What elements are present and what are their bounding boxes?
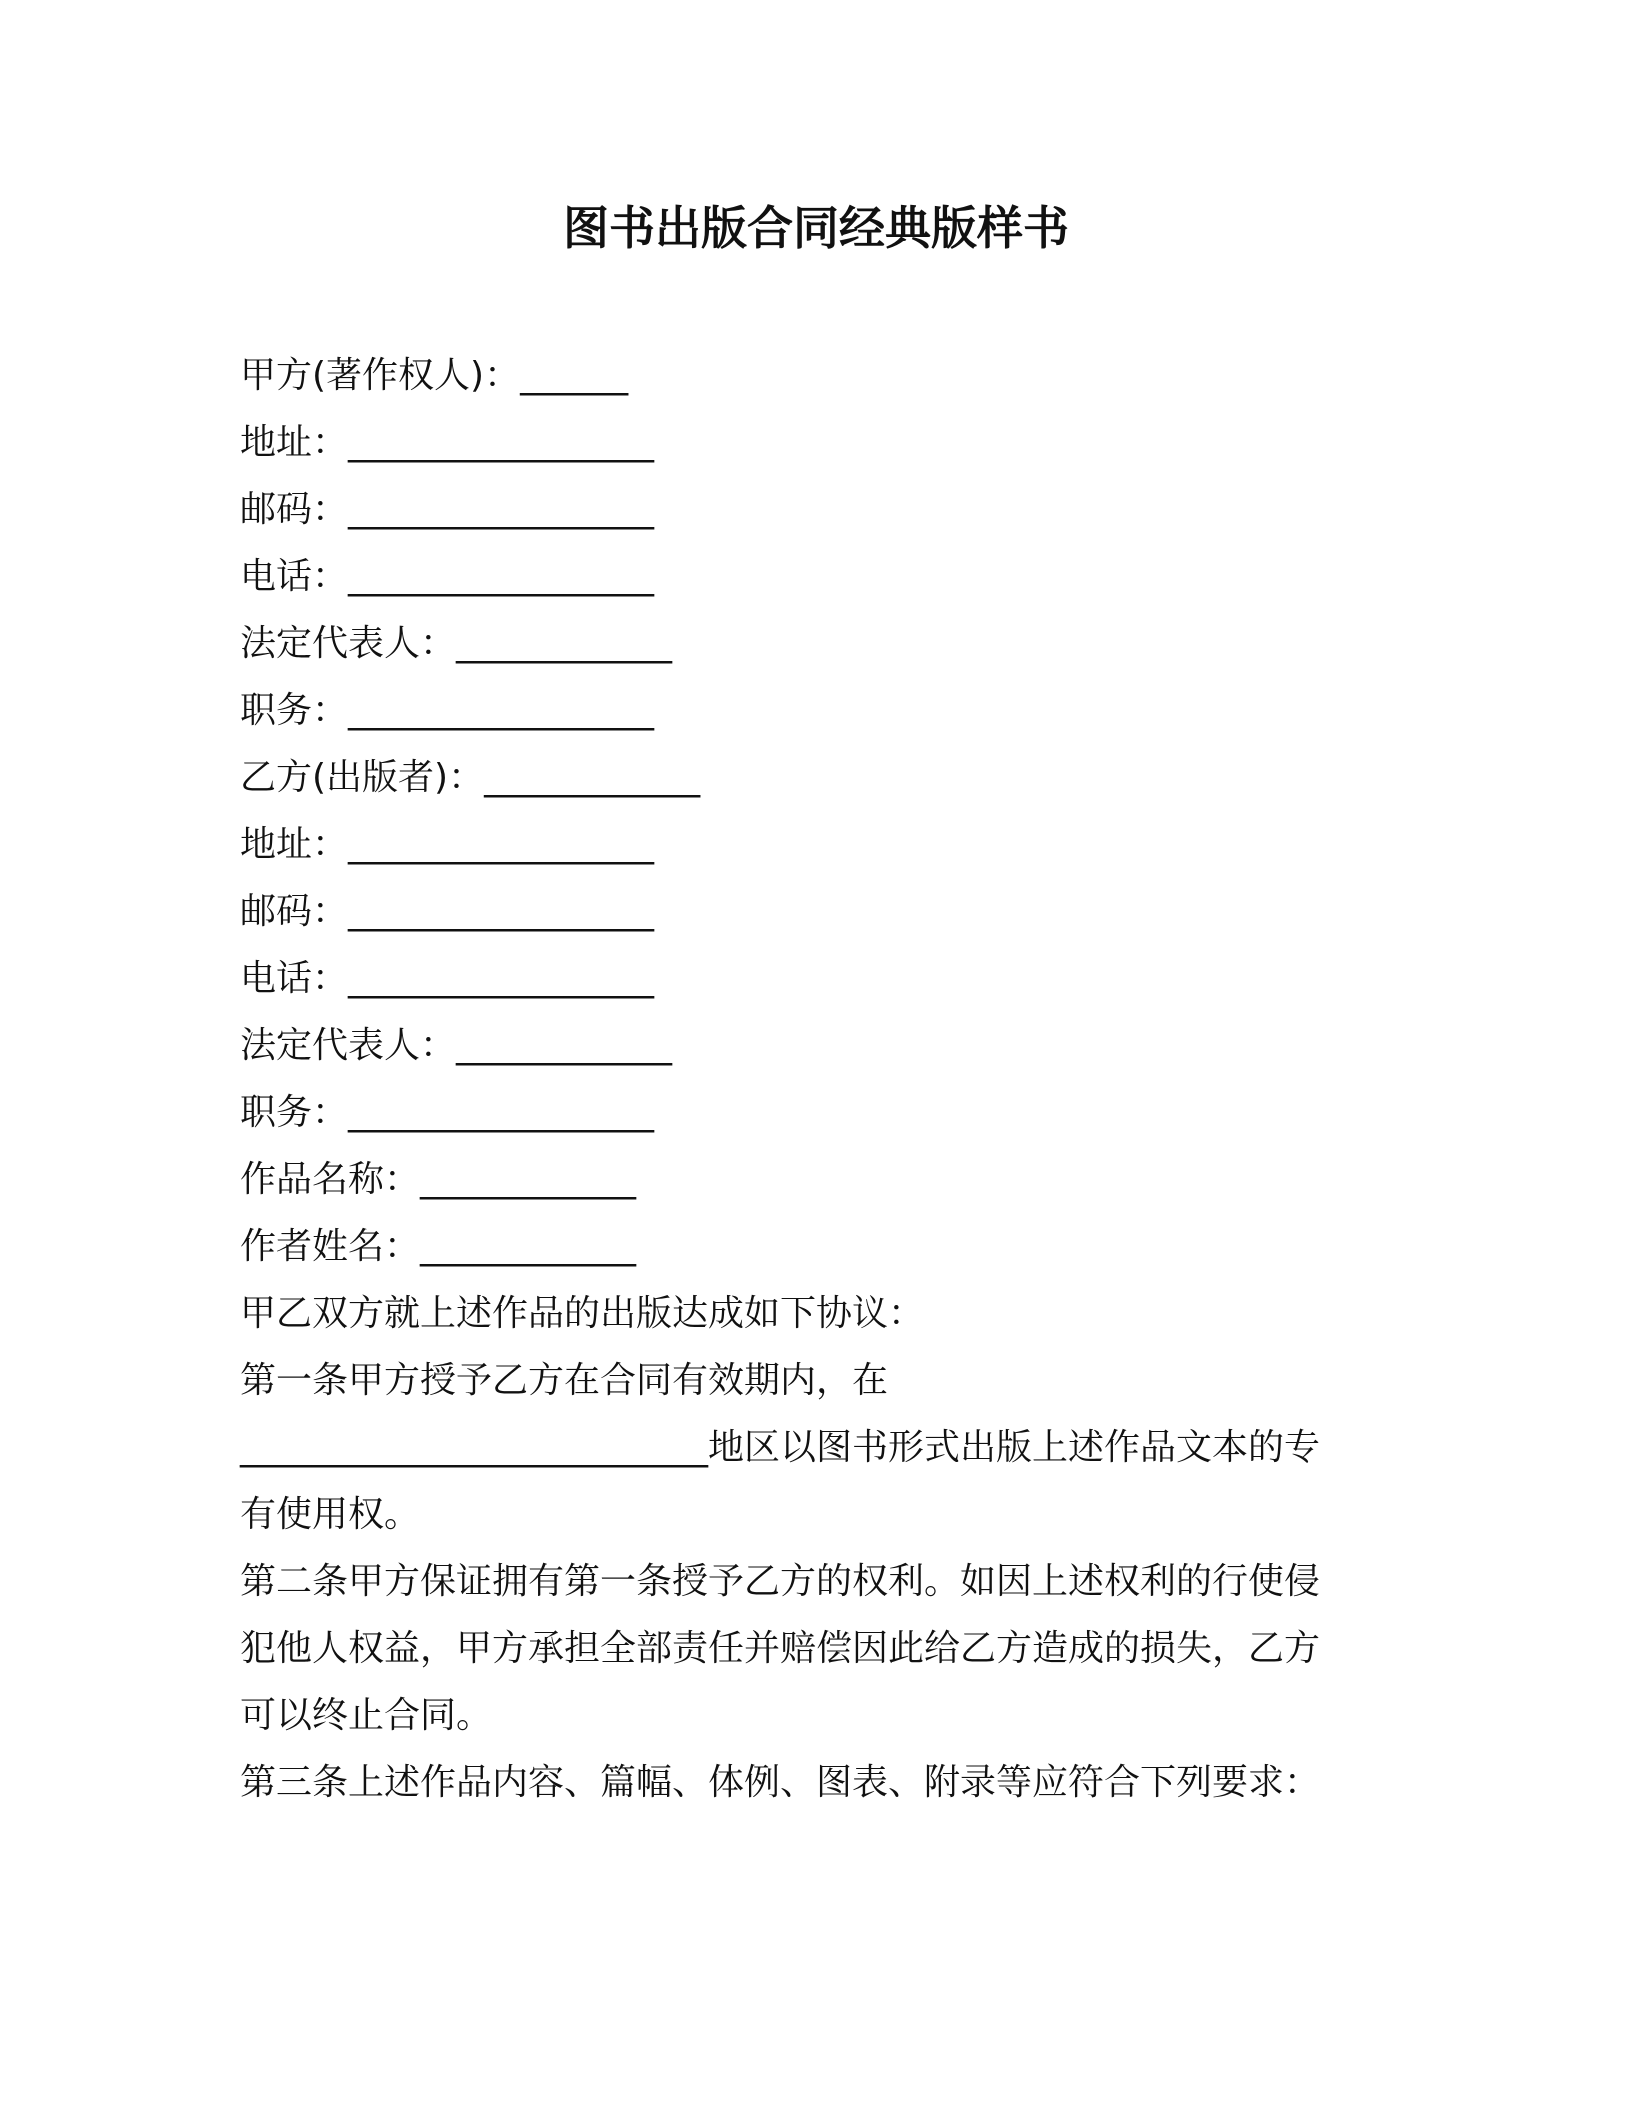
article-1-line-3: 有使用权。: [240, 1494, 421, 1535]
field-party-a-address: [240, 409, 1370, 476]
field-label: 作者姓名：: [240, 1226, 421, 1267]
field-party-a-postcode: [240, 476, 1370, 543]
field-blank: _________________: [348, 690, 655, 731]
document-body: [240, 342, 1370, 1816]
field-label: 邮码：: [240, 891, 349, 932]
field-party-b-postcode: [240, 878, 1370, 945]
field-label: 甲方(著作权人)：: [240, 355, 521, 396]
field-blank: _________________: [348, 1092, 655, 1133]
field-blank: _________________: [348, 489, 655, 530]
field-blank: ____________: [420, 1226, 637, 1267]
field-blank: ____________: [456, 1025, 673, 1066]
field-party-a: [240, 342, 1370, 409]
field-party-b-position: [240, 1079, 1370, 1146]
field-blank: ____________: [484, 757, 701, 798]
field-party-b-phone: [240, 945, 1370, 1012]
article-2-line-2: 犯他人权益，甲方承担全部责任并赔偿因此给乙方造成的损失，乙方: [240, 1628, 1321, 1669]
field-work-title: [240, 1146, 1370, 1213]
field-label: 法定代表人：: [240, 623, 457, 664]
field-blank: ____________: [420, 1159, 637, 1200]
article-1-line-1: 第一条甲方授予乙方在合同有效期内，在: [240, 1360, 889, 1401]
field-label: 地址：: [240, 824, 349, 865]
field-party-b-address: [240, 811, 1370, 878]
field-blank: _________________: [348, 556, 655, 597]
article-3-line-1: 第三条上述作品内容、篇幅、体例、图表、附录等应符合下列要求：: [240, 1762, 1321, 1803]
field-label: 职务：: [240, 1092, 349, 1133]
field-blank: _________________: [348, 891, 655, 932]
field-label: 电话：: [240, 958, 349, 999]
field-label: 地址：: [240, 422, 349, 463]
field-label: 职务：: [240, 690, 349, 731]
article-1-line-2: __________________________地区以图书形式出版上述作品文本的专: [240, 1427, 1321, 1468]
field-party-a-phone: [240, 543, 1370, 610]
field-blank: ____________: [456, 623, 673, 664]
field-label: 法定代表人：: [240, 1025, 457, 1066]
article-2-line-1: 第二条甲方保证拥有第一条授予乙方的权利。如因上述权利的行使侵: [240, 1561, 1321, 1602]
field-blank: _________________: [348, 958, 655, 999]
field-author-name: [240, 1213, 1370, 1280]
field-party-b: [240, 744, 1370, 811]
field-party-a-position: [240, 677, 1370, 744]
field-party-a-legal-rep: [240, 610, 1370, 677]
field-blank: _________________: [348, 422, 655, 463]
field-label: 电话：: [240, 556, 349, 597]
field-blank: ______: [520, 355, 629, 396]
intro-text: 甲乙双方就上述作品的出版达成如下协议：: [240, 1293, 925, 1334]
field-party-b-legal-rep: [240, 1012, 1370, 1079]
field-label: 乙方(出版者)：: [240, 757, 485, 798]
field-blank: _________________: [348, 824, 655, 865]
field-label: 邮码：: [240, 489, 349, 530]
article-2-line-3: 可以终止合同。: [240, 1695, 493, 1736]
field-label: 作品名称：: [240, 1159, 421, 1200]
document-title: 图书出版合同经典版样书: [563, 201, 1069, 255]
